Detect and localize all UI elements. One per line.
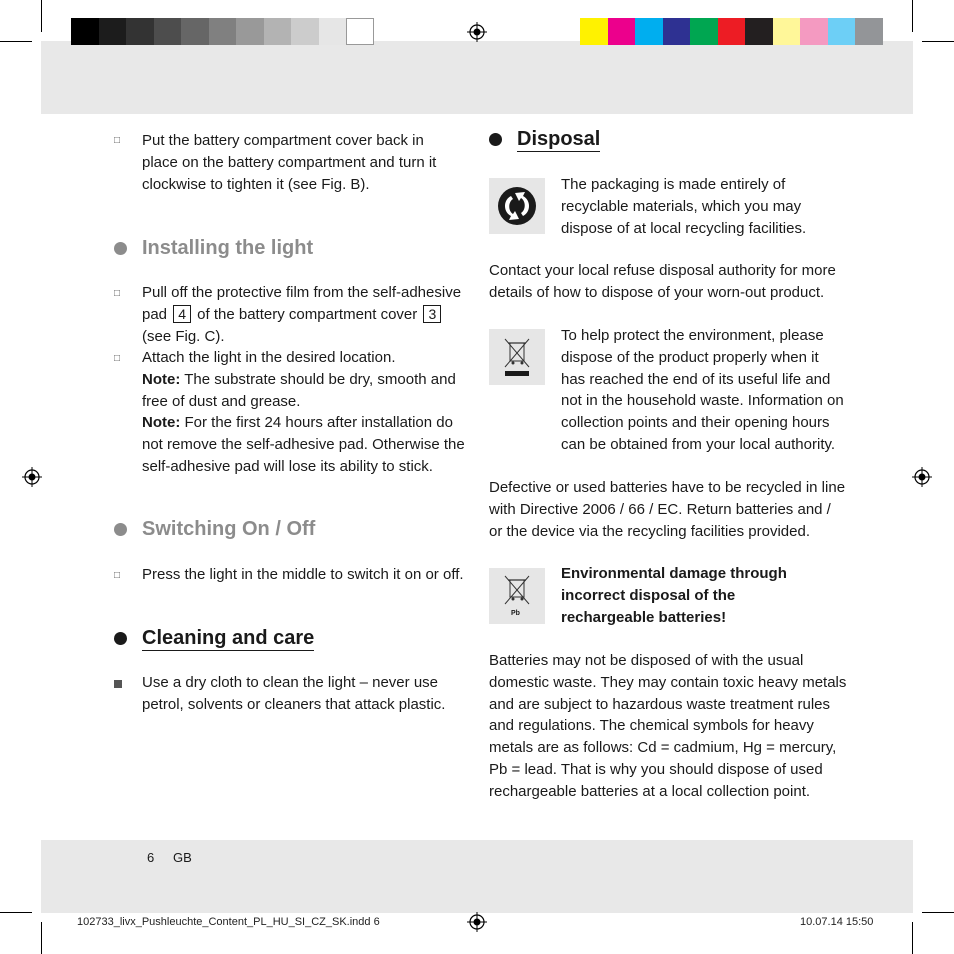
crop-mark [41,0,42,32]
checkbox-bullet-icon: □ [114,288,121,299]
page-number: 6 [147,850,155,865]
color-swatch [346,18,374,45]
refuse-authority-text: Contact your local refuse disposal authority for more details of how to dispose of your worn-out product. [489,262,836,301]
color-swatch [745,18,773,45]
date-slug: 10.07.14 15:50 [800,916,874,928]
warning-bold-text: Environmental damage through incorrect disposal of the rechargeable batteries! [561,565,787,626]
part-number-4: 4 [173,305,191,323]
color-swatch [773,18,801,45]
footer-band [41,840,913,913]
crop-mark [922,41,954,42]
note-2: Note: For the first 24 hours after installation do not remove the self-adhesive pad. Otherwise the self-adhesive pad will lose its ability to stick. [142,414,465,475]
color-swatch [718,18,746,45]
pb-label: Pb [511,610,520,617]
crop-mark [0,41,32,42]
heavy-metals-text: Batteries may not be disposed of with the usual domestic waste. They may contain toxic heavy metals and are subject to hazardous waste treatment rules and regulations. The chemical symbols for heavy metals are as follows: Cd = cadmium, Hg = mercury, Pb = lead. That is why you should dispose of used rechargeable batteries at a local collection point. [489,652,847,800]
crop-mark [912,922,913,954]
color-swatch [209,18,237,45]
checkbox-bullet-icon: □ [114,353,121,364]
color-swatch [154,18,182,45]
switching-step: Press the light in the middle to switch it on or off. [142,566,464,583]
crop-mark [41,922,42,954]
cleaning-step: Use a dry cloth to clean the light – never use petrol, solvents or cleaners that attack plastic. [142,674,446,713]
intro-bullet-text: Put the battery compartment cover back in place on the battery compartment and turn it clockwise to tighten it (see Fig. B). [142,132,437,193]
battery-bin-pb-icon [489,568,545,624]
battery-directive-text: Defective or used batteries have to be recycled in line with Directive 2006 / 66 / EC. Return batteries and / or the device via the recycling facilities provided. [489,479,846,540]
color-swatch [663,18,691,45]
color-swatch [800,18,828,45]
color-swatch [690,18,718,45]
color-swatch [291,18,319,45]
color-swatch [71,18,99,45]
registration-mark-icon [22,467,42,487]
crop-mark [0,912,32,913]
header-band [41,41,913,114]
checkbox-bullet-icon: □ [114,570,121,581]
registration-mark-icon [467,912,487,932]
color-swatch [236,18,264,45]
color-swatch [126,18,154,45]
registration-mark-icon [467,22,487,42]
color-swatch [580,18,608,45]
part-number-3: 3 [423,305,441,323]
checkbox-bullet-icon: □ [114,135,121,146]
square-bullet-icon [114,680,122,688]
heading-dot-icon [114,242,127,255]
crossed-bin-icon [489,329,545,385]
color-swatch [181,18,209,45]
color-swatch [635,18,663,45]
crop-mark [922,912,954,913]
color-swatch [319,18,347,45]
heading-dot-icon [114,523,127,536]
heading-dot-icon [489,133,502,146]
recycling-icon [489,178,545,234]
packaging-text: The packaging is made entirely of recyclable materials, which you may dispose of at local recycling facilities. [561,176,807,237]
install-step-2: Attach the light in the desired location. Note: The substrate should be dry, smooth and free of dust and grease. Note: For the first 24 hours after installation do not remove the self-adhesive pad. Otherwise the self-adhesive pad will lose its ability to stick. [142,347,468,478]
color-swatch [855,18,883,45]
registration-mark-icon [912,467,932,487]
crop-mark [912,0,913,32]
file-slug: 102733_livx_Pushleuchte_Content_PL_HU_SI_CZ_SK.indd 6 [77,916,380,928]
install-step-1: Pull off the protective film from the self-adhesive pad 4 of the battery compartment cover 3 (see Fig. C). [142,284,462,345]
color-swatch [99,18,127,45]
language-code: GB [173,850,192,865]
color-swatch [608,18,636,45]
color-swatch [828,18,856,45]
color-swatch [264,18,292,45]
environment-text: To help protect the environment, please dispose of the product properly when it has reached the end of its useful life and not in the household waste. Information on collection points and their opening hours can be obtained from your local authority. [561,327,844,453]
note-1: Note: The substrate should be dry, smooth and free of dust and grease. [142,370,456,410]
heading-dot-icon [114,632,127,645]
